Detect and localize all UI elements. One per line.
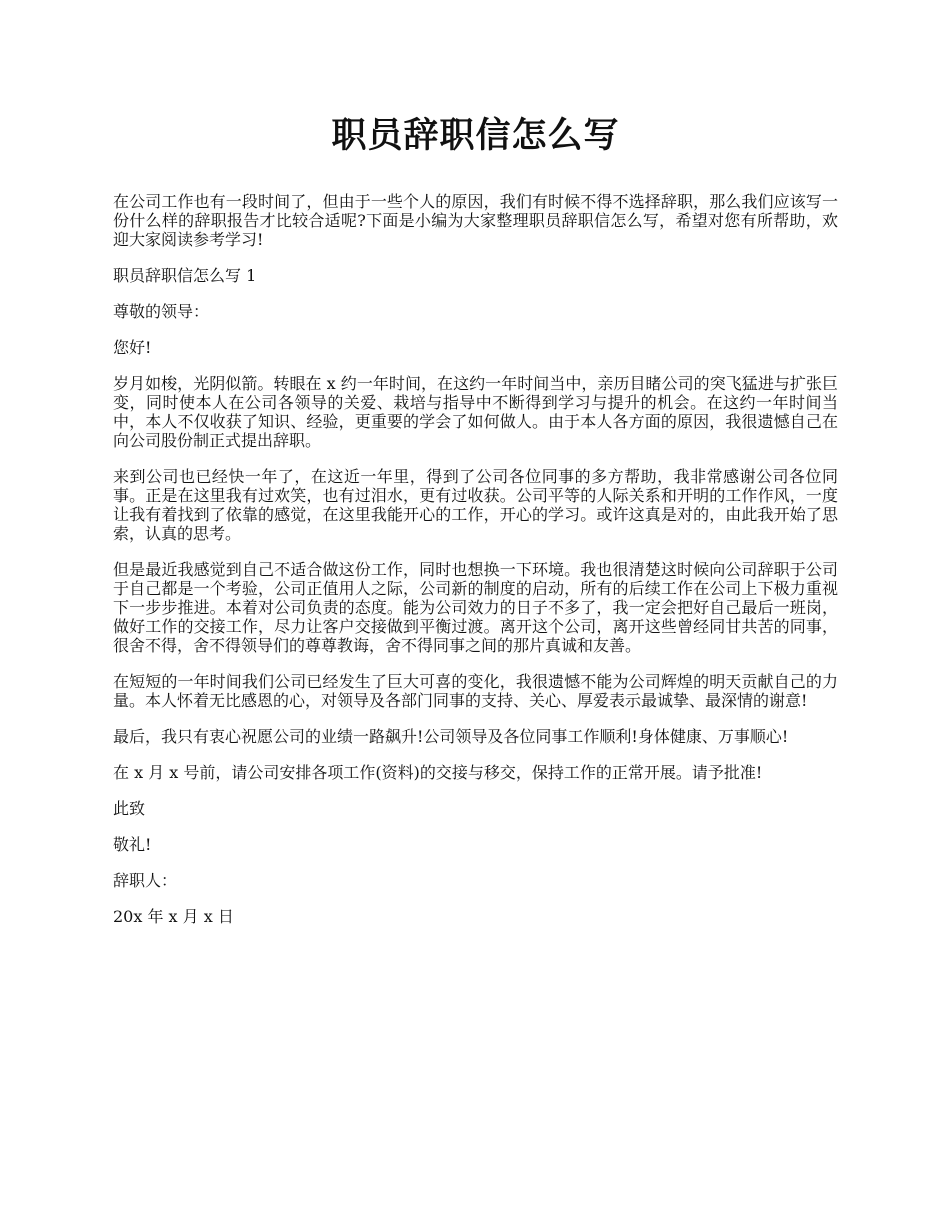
body-paragraph: 但是最近我感觉到自己不适合做这份工作，同时也想换一下环境。我也很清楚这时候向公司辞职于公司于自己都是一个考验，公司正值用人之际，公司新的制度的启动，所有的后续工作在公司上下极力重视下一步步推进。本着对公司负责的态度。能为公司效力的日子不多了，我一定会把好自己最后一班岗，做好工作的交接工作，尽力让客户交接做到平衡过渡。离开这个公司，离开这些曾经同甘共苦的同事，很舍不得，舍不得领导们的尊尊教诲，舍不得同事之间的那片真诚和友善。 (113, 560, 838, 655)
section-heading: 职员辞职信怎么写 1 (113, 266, 257, 285)
body-paragraph: 在短短的一年时间我们公司已经发生了巨大可喜的变化，我很遗憾不能为公司辉煌的明天贡献自己的力量。本人怀着无比感恩的心，对领导及各部门同事的支持、关心、厚爱表示最诚挚、最深情的谢意! (113, 672, 838, 710)
greeting: 您好! (113, 338, 152, 357)
body-paragraph: 岁月如梭，光阴似箭。转眼在 x 约一年时间，在这约一年时间当中，亲历目睹公司的突飞猛进与扩张巨变，同时使本人在公司各领导的关爱、栽培与指导中不断得到学习与提升的机会。在这约一年时间当中，本人不仅收获了知识、经验，更重要的学会了如何做人。由于本人各方面的原因，我很遗憾自己在向公司股份制正式提出辞职。 (113, 374, 838, 450)
body-paragraph: 最后，我只有衷心祝愿公司的业绩一路飙升!公司领导及各位同事工作顺利!身体健康、万事顺心! (113, 727, 789, 746)
body-paragraph: 在 x 月 x 号前，请公司安排各项工作(资料)的交接与移交，保持工作的正常开展。请予批准! (113, 763, 763, 782)
document-title: 职员辞职信怎么写 (331, 115, 620, 156)
closing-line: 此致 (113, 799, 146, 818)
intro-paragraph: 在公司工作也有一段时间了，但由于一些个人的原因，我们有时候不得不选择辞职，那么我们应该写一份什么样的辞职报告才比较合适呢?下面是小编为大家整理职员辞职信怎么写，希望对您有所帮助，欢迎大家阅读参考学习! (113, 192, 838, 249)
date-line: 20x 年 x 月 x 日 (113, 907, 234, 926)
closing-regards: 敬礼! (113, 835, 152, 854)
body-paragraph: 来到公司也已经快一年了，在这近一年里，得到了公司各位同事的多方帮助，我非常感谢公司各位同事。正是在这里我有过欢笑，也有过泪水，更有过收获。公司平等的人际关系和开明的工作作风，一度让我有着找到了依靠的感觉，在这里我能开心的工作，开心的学习。或许这真是对的，由此我开始了思索，认真的思考。 (113, 467, 838, 543)
document-body (113, 110, 838, 943)
salutation: 尊敬的领导： (113, 302, 210, 321)
signature-label: 辞职人： (113, 871, 178, 890)
